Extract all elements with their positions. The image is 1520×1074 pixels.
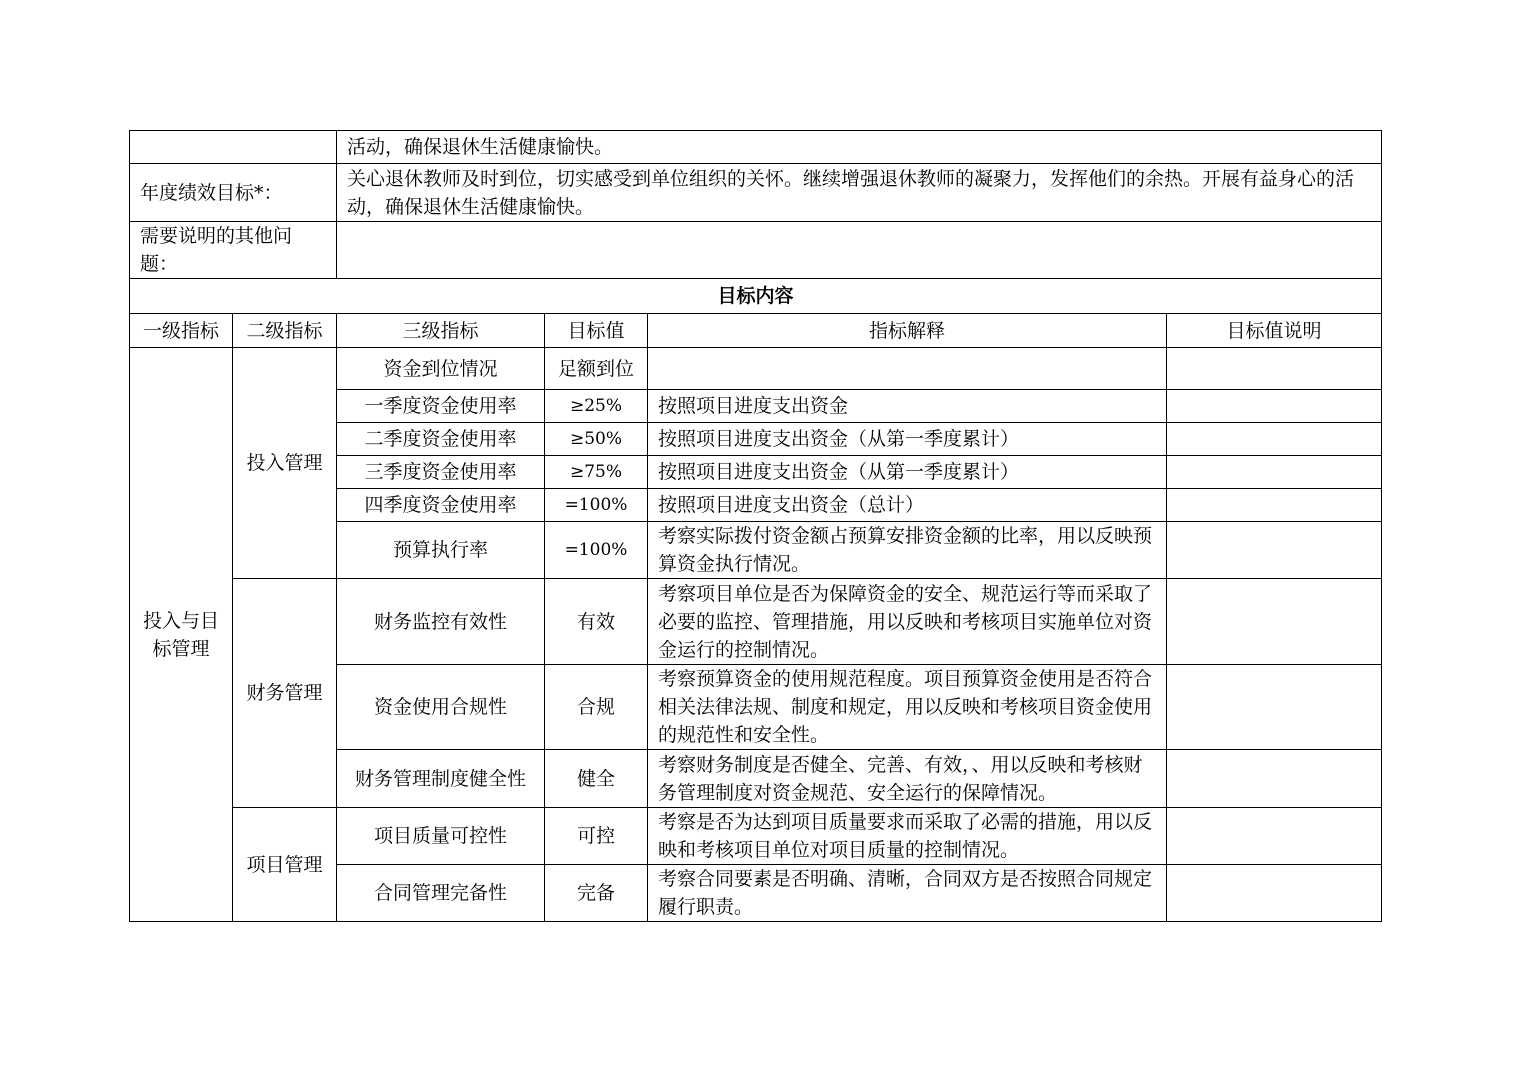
info-row: [130, 222, 1382, 279]
explain-cell: [648, 348, 1167, 390]
level2-cell: 项目管理: [233, 808, 337, 922]
table-row: [130, 348, 1382, 390]
note-cell: [1167, 865, 1382, 922]
explain-cell: 考察合同要素是否明确、清晰，合同双方是否按照合同规定履行职责。: [648, 865, 1167, 922]
target-cell: 健全: [545, 750, 648, 808]
level3-cell: 资金使用合规性: [337, 665, 545, 750]
info-value: 活动，确保退休生活健康愉快。: [337, 131, 1382, 164]
header-level2: 二级指标: [233, 314, 337, 348]
note-cell: [1167, 750, 1382, 808]
header-level1: 一级指标: [130, 314, 233, 348]
table-row: [130, 808, 1382, 865]
explain-cell: 按照项目进度支出资金: [648, 390, 1167, 423]
other-issues-label: 需要说明的其他问题：: [130, 222, 337, 279]
annual-goal-label: 年度绩效目标*：: [130, 164, 337, 222]
other-issues-value: [337, 222, 1382, 279]
level1-cell: 投入与目标管理: [130, 348, 233, 922]
section-row: [130, 279, 1382, 314]
target-cell: 完备: [545, 865, 648, 922]
target-cell: =100%: [545, 489, 648, 522]
note-cell: [1167, 665, 1382, 750]
note-cell: [1167, 808, 1382, 865]
target-cell: =100%: [545, 522, 648, 579]
level2-cell: 财务管理: [233, 579, 337, 808]
level3-cell: 二季度资金使用率: [337, 423, 545, 456]
level3-cell: 财务监控有效性: [337, 579, 545, 665]
note-cell: [1167, 456, 1382, 489]
level3-cell: 合同管理完备性: [337, 865, 545, 922]
header-target: 目标值: [545, 314, 648, 348]
note-cell: [1167, 579, 1382, 665]
level3-cell: 资金到位情况: [337, 348, 545, 390]
level3-cell: 财务管理制度健全性: [337, 750, 545, 808]
explain-cell: 考察预算资金的使用规范程度。项目预算资金使用是否符合相关法律法规、制度和规定，用以反映和考核项目资金使用的规范性和安全性。: [648, 665, 1167, 750]
explain-cell: 考察实际拨付资金额占预算安排资金额的比率，用以反映预算资金执行情况。: [648, 522, 1167, 579]
level3-cell: 四季度资金使用率: [337, 489, 545, 522]
explain-cell: 按照项目进度支出资金（从第一季度累计）: [648, 456, 1167, 489]
level3-cell: 三季度资金使用率: [337, 456, 545, 489]
target-cell: 合规: [545, 665, 648, 750]
explain-cell: 考察是否为达到项目质量要求而采取了必需的措施，用以反映和考核项目单位对项目质量的控制情况。: [648, 808, 1167, 865]
header-level3: 三级指标: [337, 314, 545, 348]
note-cell: [1167, 423, 1382, 456]
explain-cell: 考察项目单位是否为保障资金的安全、规范运行等而采取了必要的监控、管理措施，用以反映和考核项目实施单位对资金运行的控制情况。: [648, 579, 1167, 665]
info-row: [130, 131, 1382, 164]
header-row: [130, 314, 1382, 348]
level3-cell: 项目质量可控性: [337, 808, 545, 865]
level3-cell: 一季度资金使用率: [337, 390, 545, 423]
note-cell: [1167, 390, 1382, 423]
note-cell: [1167, 522, 1382, 579]
note-cell: [1167, 489, 1382, 522]
target-cell: 可控: [545, 808, 648, 865]
target-cell: 足额到位: [545, 348, 648, 390]
target-cell: ≥50%: [545, 423, 648, 456]
level3-cell: 预算执行率: [337, 522, 545, 579]
note-cell: [1167, 348, 1382, 390]
table-row: [130, 579, 1382, 665]
target-cell: ≥25%: [545, 390, 648, 423]
info-row: [130, 164, 1382, 222]
target-cell: 有效: [545, 579, 648, 665]
section-title: 目标内容: [130, 279, 1382, 314]
level2-cell: 投入管理: [233, 348, 337, 579]
annual-goal-value: 关心退休教师及时到位，切实感受到单位组织的关怀。继续增强退休教师的凝聚力，发挥他们的余热。开展有益身心的活动，确保退休生活健康愉快。: [337, 164, 1382, 222]
explain-cell: 按照项目进度支出资金（从第一季度累计）: [648, 423, 1167, 456]
info-label: [130, 131, 337, 164]
target-cell: ≥75%: [545, 456, 648, 489]
performance-target-table: [129, 130, 1382, 922]
explain-cell: 考察财务制度是否健全、完善、有效，、用以反映和考核财务管理制度对资金规范、安全运行的保障情况。: [648, 750, 1167, 808]
explain-cell: 按照项目进度支出资金（总计）: [648, 489, 1167, 522]
header-explanation: 指标解释: [648, 314, 1167, 348]
header-target-note: 目标值说明: [1167, 314, 1382, 348]
